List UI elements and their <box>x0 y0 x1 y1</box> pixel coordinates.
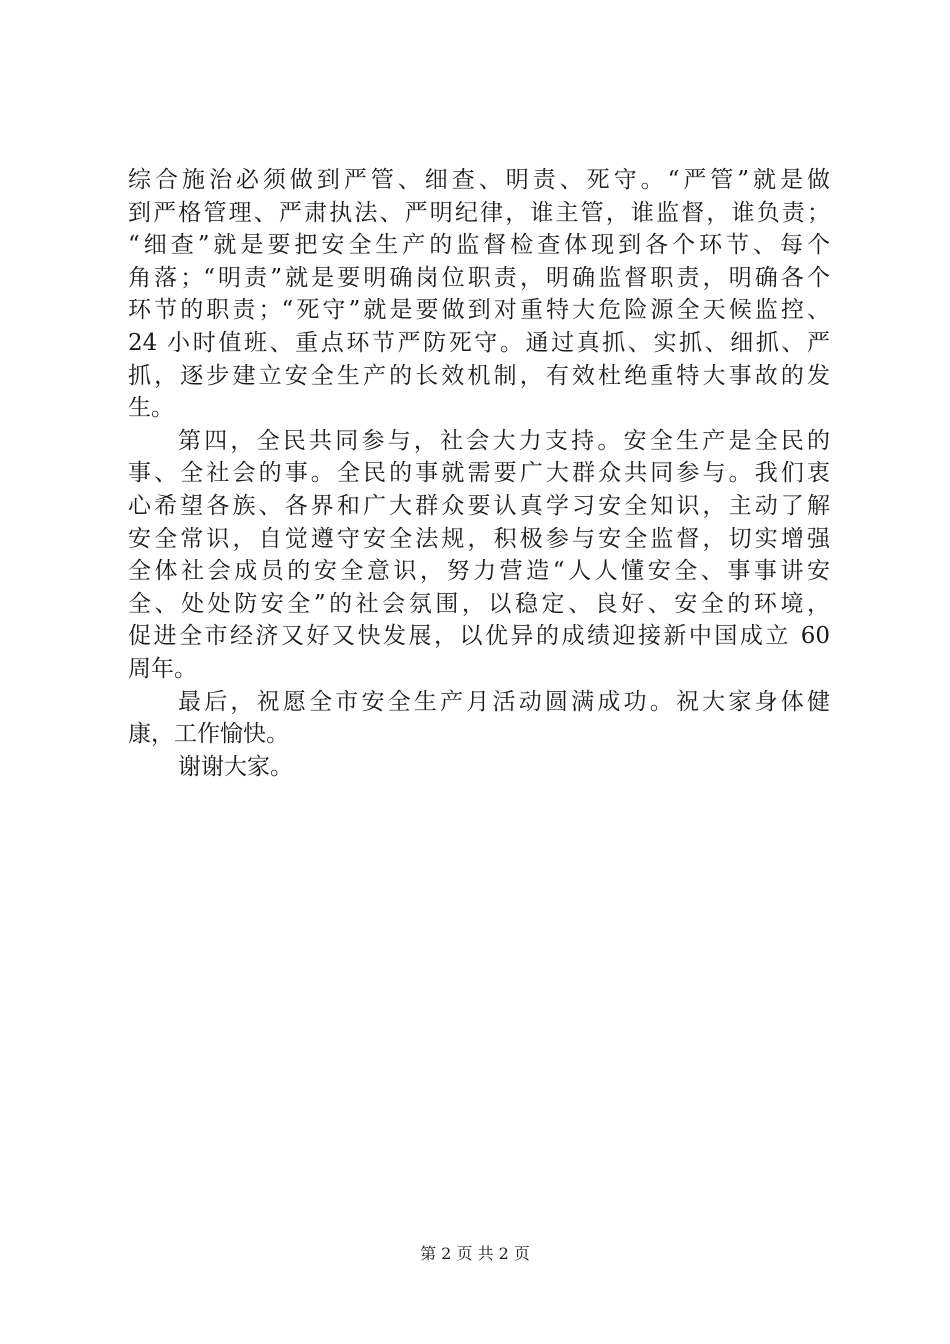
text-line: 24 小时值班、重点环节严防死守。通过真抓、实抓、细抓、严 <box>128 329 830 356</box>
text-line: “细查”就是要把安全生产的监督检查体现到各个环节、每个 <box>128 232 830 259</box>
closing-line: 谢谢大家。 <box>178 753 293 780</box>
paragraph-first-line: 最后，祝愿全市安全生产月活动圆满成功。祝大家身体健 <box>178 688 830 715</box>
text-line: 综合施治必须做到严管、细查、明责、死守。“严管”就是做 <box>128 167 830 193</box>
text-line: 安全常识，自觉遵守安全法规，积极参与安全监督，切实增强 <box>128 525 830 552</box>
page-number-label: 第 2 页 共 2 页 <box>420 1244 530 1263</box>
text-line: 到严格管理、严肃执法、严明纪律，谁主管，谁监督，谁负责； <box>128 199 830 226</box>
text-line: 周年。 <box>128 655 197 682</box>
text-line: 环节的职责；“死守”就是要做到对重特大危险源全天候监控、 <box>128 297 830 324</box>
document-body <box>128 164 830 783</box>
text-line: 促进全市经济又好又快发展，以优异的成绩迎接新中国成立 60 <box>128 623 830 650</box>
text-line: 角落；“明责”就是要明确岗位职责，明确监督职责，明确各个 <box>128 264 830 291</box>
page-footer <box>0 1244 950 1264</box>
text-line: 全、处处防安全”的社会氛围，以稳定、良好、安全的环境， <box>128 590 830 617</box>
text-line: 全体社会成员的安全意识，努力营造“人人懂安全、事事讲安 <box>128 558 830 585</box>
text-line: 心希望各族、各界和广大群众要认真学习安全知识，主动了解 <box>128 492 830 519</box>
text-line: 抓，逐步建立安全生产的长效机制，有效杜绝重特大事故的发 <box>128 362 830 389</box>
paragraph-first-line: 第四，全民共同参与，社会大力支持。安全生产是全民的 <box>178 427 830 454</box>
text-line: 康，工作愉快。 <box>128 721 289 748</box>
text-line: 生。 <box>128 395 174 422</box>
text-line: 事、全社会的事。全民的事就需要广大群众共同参与。我们衷 <box>128 460 830 487</box>
